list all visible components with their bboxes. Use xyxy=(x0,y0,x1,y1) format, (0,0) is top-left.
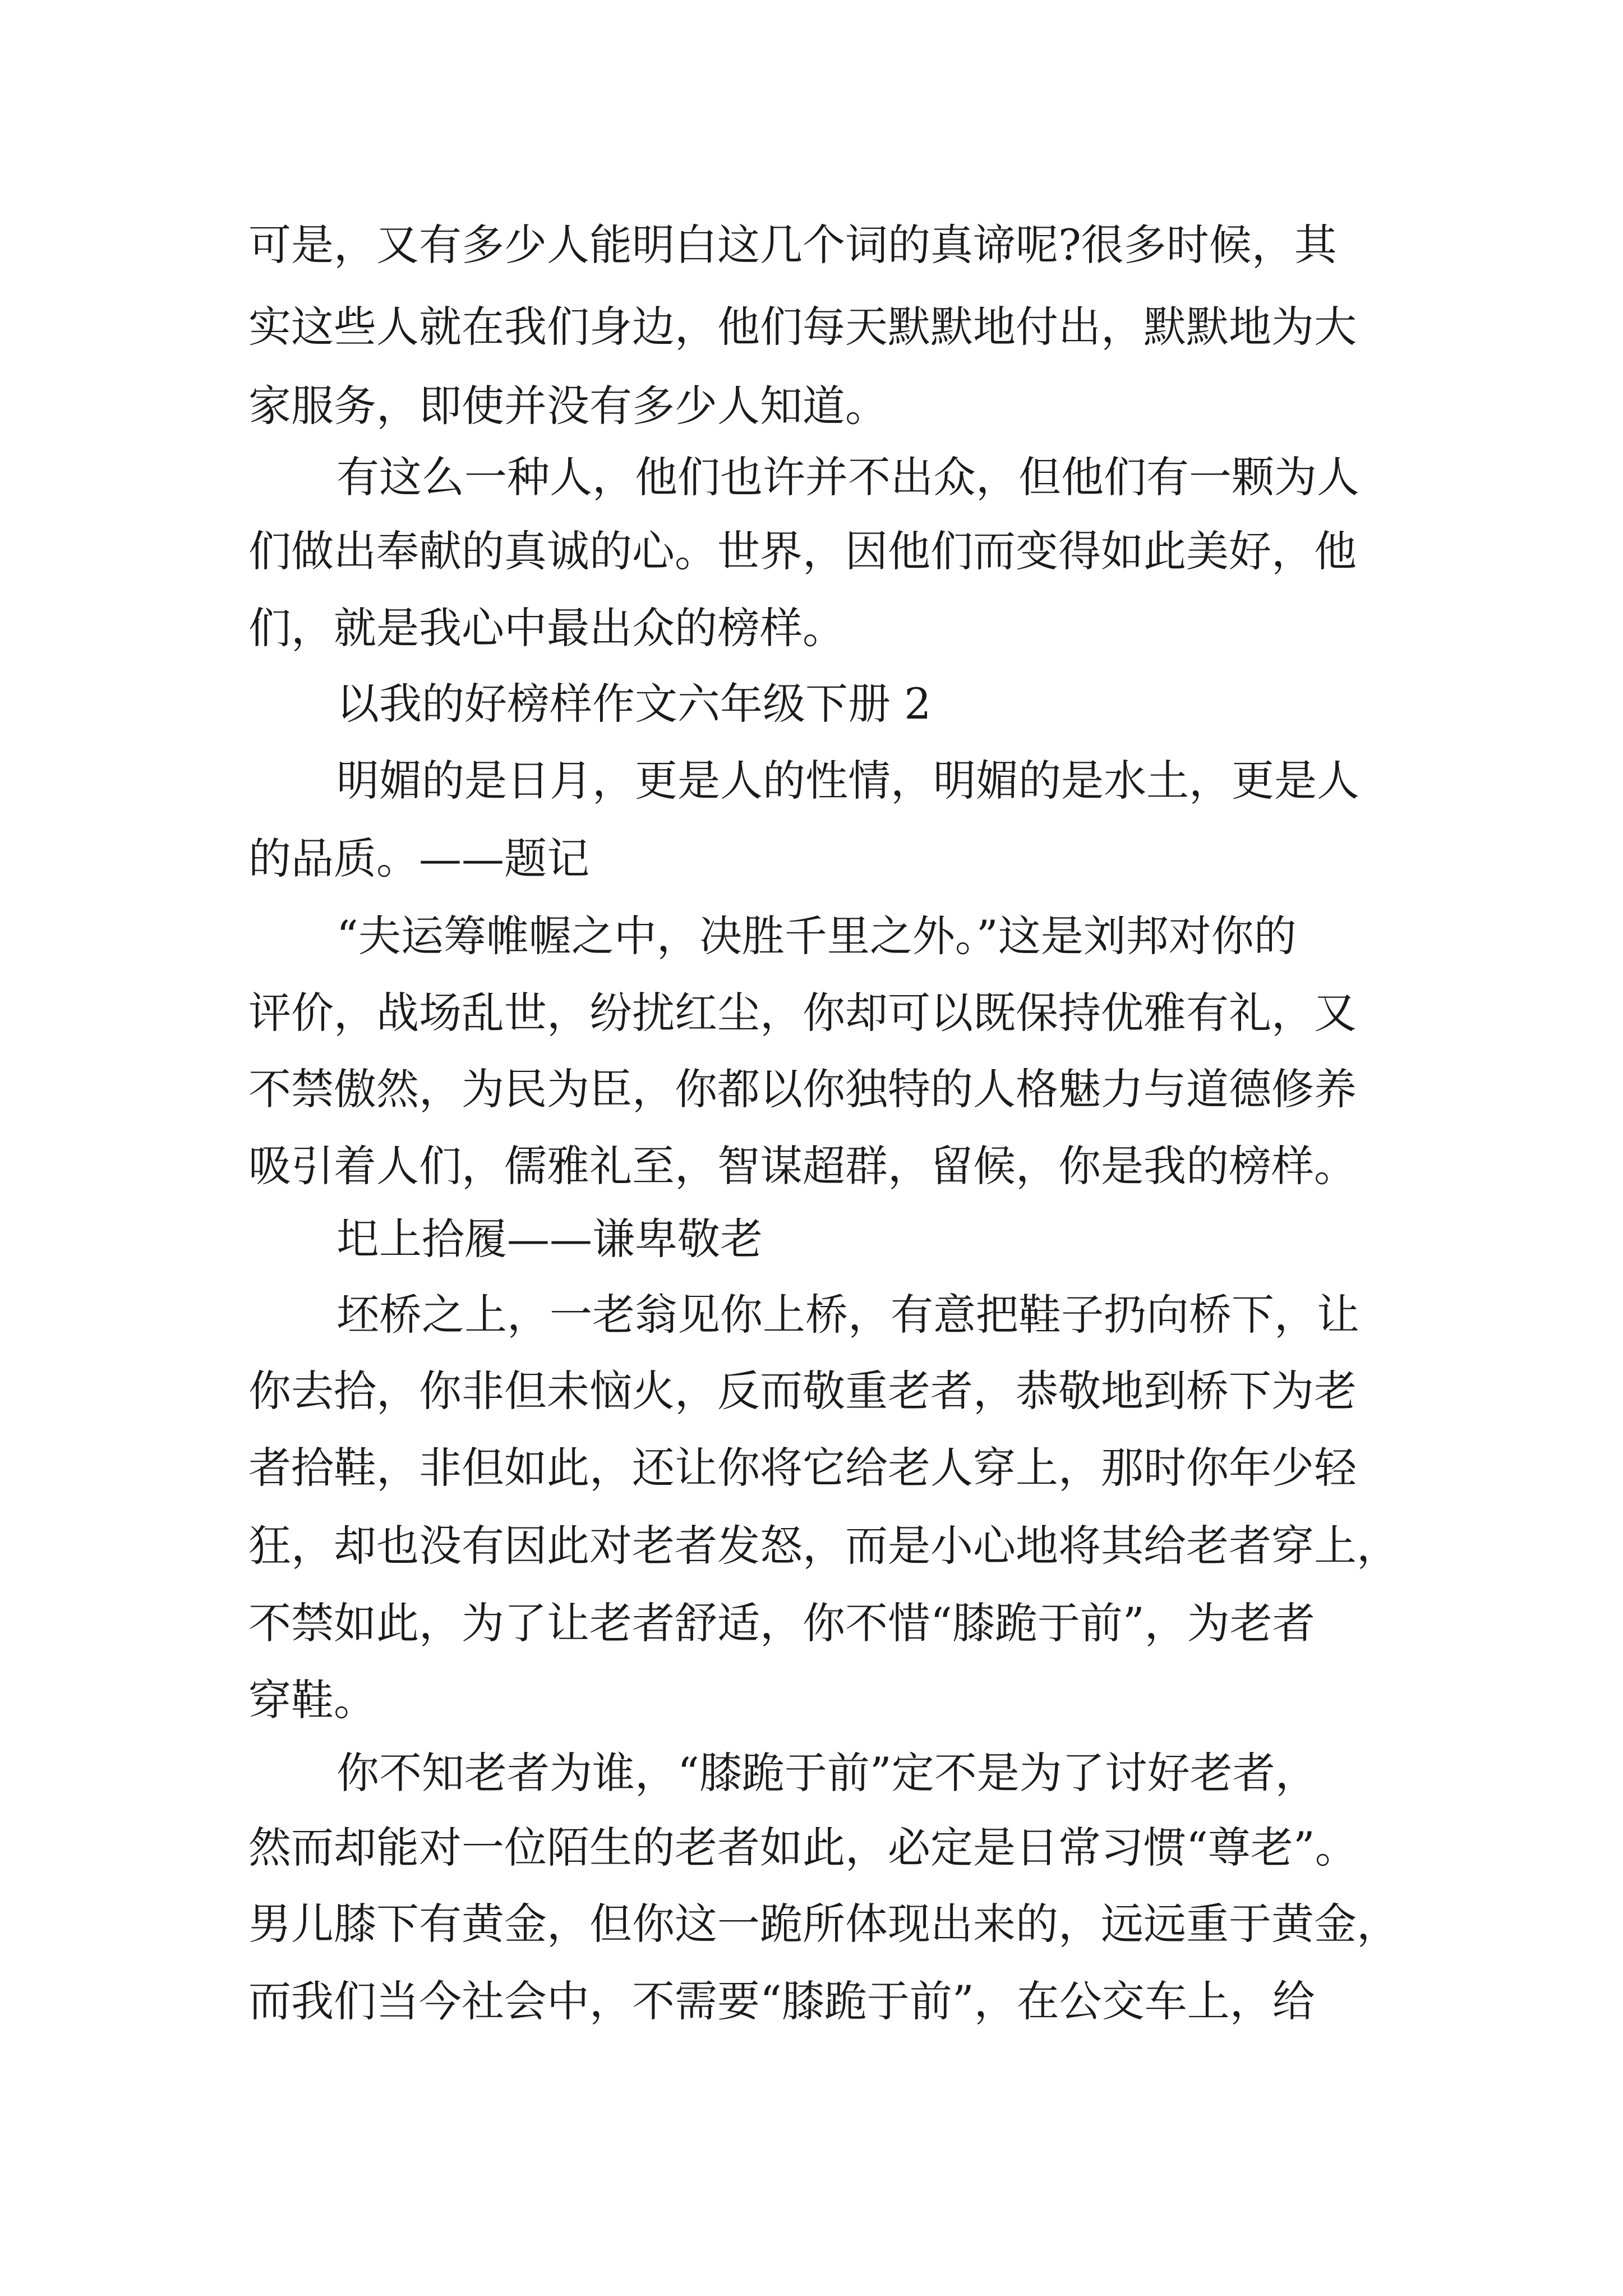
text-line: 家服务，即使并没有多少人知道。 xyxy=(248,381,888,431)
text-line: 穿鞋。 xyxy=(248,1675,376,1725)
text-line: 不禁如此，为了让老者舒适，你不惜“膝跪于前”，为老者 xyxy=(248,1598,1315,1648)
text-line: 而我们当今社会中，不需要“膝跪于前”，在公交车上，给 xyxy=(248,1976,1315,2026)
text-line: 然而却能对一位陌生的老者如此，必定是日常习惯“尊老”。 xyxy=(248,1823,1358,1872)
text-line: 不禁傲然，为民为臣，你都以你独特的人格魅力与道德修养 xyxy=(248,1064,1357,1114)
text-line: 狂，却也没有因此对老者发怒，而是小心地将其给老者穿上， xyxy=(248,1521,1399,1571)
text-line: 坯桥之上，一老翁见你上桥，有意把鞋子扔向桥下，让 xyxy=(336,1290,1359,1340)
text-line: 明媚的是日月，更是人的性情，明媚的是水土，更是人 xyxy=(336,756,1359,806)
text-line: 有这么一种人，他们也许并不出众，但他们有一颗为人 xyxy=(336,452,1359,502)
text-line: 实这些人就在我们身边，他们每天默默地付出，默默地为大 xyxy=(248,302,1357,352)
text-line: 者拾鞋，非但如此，还让你将它给老人穿上，那时你年少轻 xyxy=(248,1443,1357,1493)
text-line: 们做出奉献的真诚的心。世界，因他们而变得如此美好，他 xyxy=(248,526,1357,576)
text-line: 可是，又有多少人能明白这几个词的真谛呢?很多时候，其 xyxy=(248,220,1337,270)
section-subheading: 圯上拾履——谦卑敬老 xyxy=(336,1214,763,1264)
text-line: 你去拾，你非但未恼火，反而敬重老者，恭敬地到桥下为老 xyxy=(248,1366,1357,1416)
text-line: 评价，战场乱世，纷扰红尘，你却可以既保持优雅有礼，又 xyxy=(248,988,1357,1038)
section-heading: 以我的好榜样作文六年级下册 2 xyxy=(336,679,932,729)
text-line: “夫运筹帷幄之中，决胜千里之外。”这是刘邦对你的 xyxy=(336,911,1297,961)
text-line: 男儿膝下有黄金，但你这一跪所体现出来的，远远重于黄金， xyxy=(248,1899,1399,1949)
text-line: 你不知老者为谁，“膝跪于前”定不是为了讨好老者， xyxy=(336,1748,1318,1798)
text-line: 的品质。——题记 xyxy=(248,834,589,884)
text-line: 吸引着人们，儒雅礼至，智谋超群，留候，你是我的榜样。 xyxy=(248,1141,1357,1191)
text-line: 们，就是我心中最出众的榜样。 xyxy=(248,603,845,653)
